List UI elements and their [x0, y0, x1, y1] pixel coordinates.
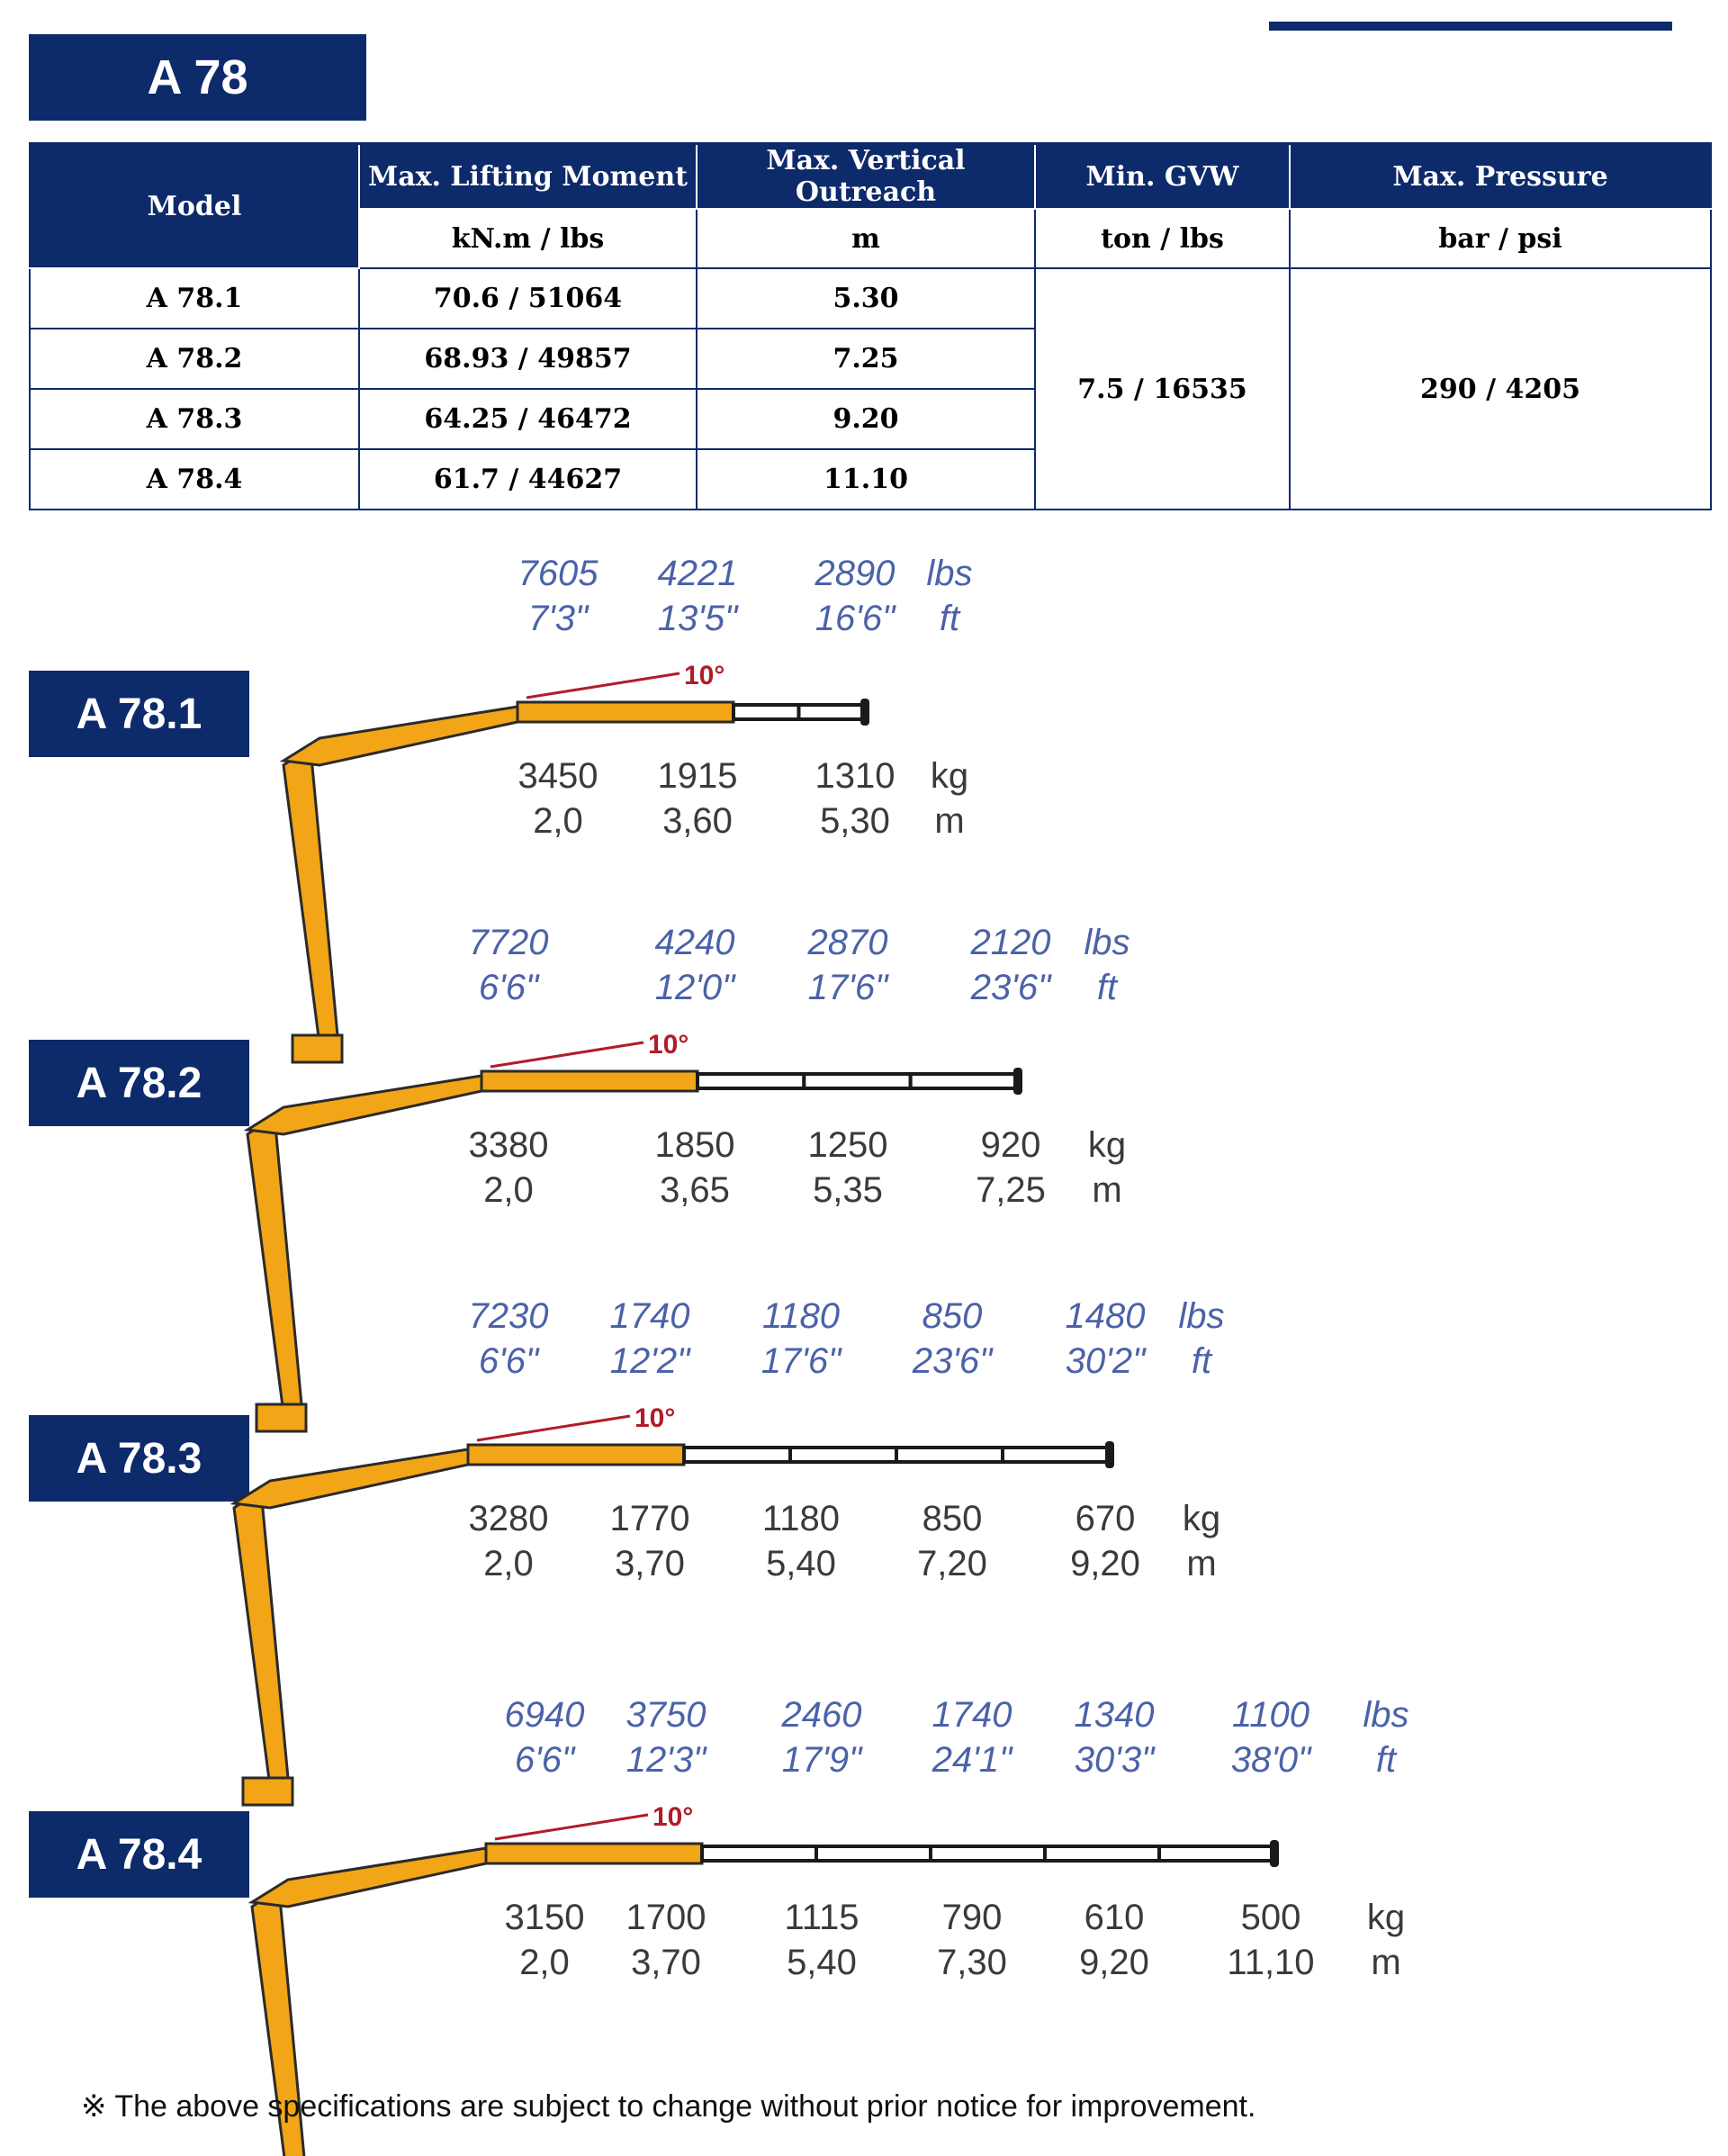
angle-line [490, 1042, 644, 1067]
load-kg-label: 610 [1084, 1898, 1145, 1937]
load-lbs-label: 1740 [609, 1296, 690, 1336]
load-kg-label: 1250 [807, 1125, 888, 1165]
crane-extension [804, 1074, 910, 1088]
crane-extension [896, 1448, 1003, 1462]
crane-extension [816, 1846, 931, 1861]
header-gvw: Min. GVW [1035, 144, 1290, 210]
cell-pressure: 290 / 4205 [1290, 268, 1711, 510]
load-kg-label: 3150 [504, 1898, 585, 1937]
cell-outreach: 7.25 [697, 329, 1035, 389]
cell-outreach: 9.20 [697, 389, 1035, 449]
spec-table [29, 142, 1712, 510]
reach-ft-label: 17'6" [760, 1341, 842, 1381]
angle-label: 10° [652, 1802, 694, 1832]
reach-ft-label: 23'6" [912, 1341, 993, 1381]
header-outreach: Max. Vertical Outreach [697, 144, 1035, 210]
load-lbs-label: 2460 [781, 1695, 862, 1735]
unit-outreach: m [697, 209, 1035, 268]
reach-m-label: 9,20 [1079, 1943, 1149, 1982]
header-pressure: Max. Pressure [1290, 144, 1711, 210]
model-tag: A 78.4 [29, 1811, 249, 1898]
load-kg-label: 1915 [657, 756, 738, 796]
load-kg-label: 1770 [609, 1499, 690, 1538]
reach-ft-label: 13'5" [657, 599, 738, 638]
reach-m-label: 5,30 [820, 801, 890, 841]
crane-diagram [0, 1682, 1728, 2042]
reach-ft-label: 23'6" [970, 968, 1051, 1007]
crane-diagram [0, 1283, 1728, 1643]
unit-pressure: bar / psi [1290, 209, 1711, 268]
load-lbs-label: 1340 [1074, 1695, 1155, 1735]
unit-lbs-label: lbs [926, 554, 973, 593]
cell-moment: 61.7 / 44627 [359, 449, 697, 510]
cell-gvw: 7.5 / 16535 [1035, 268, 1290, 510]
reach-ft-label: 17'6" [807, 968, 888, 1007]
cell-outreach: 5.30 [697, 268, 1035, 329]
unit-kg-label: kg [1182, 1499, 1221, 1538]
crane-extension [911, 1074, 1017, 1088]
load-kg-label: 850 [922, 1499, 983, 1538]
cell-model: A 78.1 [30, 268, 359, 329]
unit-ft-label: ft [1191, 1341, 1212, 1381]
load-lbs-label: 850 [922, 1296, 983, 1336]
crane-extension [790, 1448, 896, 1462]
model-tag: A 78.3 [29, 1415, 249, 1502]
reach-m-label: 3,70 [631, 1943, 701, 1982]
page-title: A 78 [29, 34, 366, 121]
crane-diagram [0, 540, 1728, 900]
unit-kg-label: kg [1087, 1125, 1127, 1165]
load-kg-label: 1850 [654, 1125, 735, 1165]
cell-model: A 78.3 [30, 389, 359, 449]
reach-ft-label: 24'1" [932, 1740, 1012, 1780]
cell-moment: 64.25 / 46472 [359, 389, 697, 449]
angle-label: 10° [634, 1403, 676, 1433]
load-kg-label: 1180 [761, 1499, 841, 1538]
reach-m-label: 2,0 [519, 1943, 570, 1982]
reach-ft-label: 12'3" [626, 1740, 706, 1780]
load-lbs-label: 7230 [468, 1296, 549, 1336]
reach-m-label: 3,65 [660, 1170, 730, 1210]
crane-outer-boom [468, 1445, 684, 1465]
load-lbs-label: 2870 [807, 923, 888, 962]
load-lbs-label: 1180 [761, 1296, 841, 1336]
reach-ft-label: 30'2" [1065, 1341, 1146, 1381]
crane-outer-boom [518, 702, 734, 722]
load-lbs-label: 2120 [970, 923, 1051, 962]
boom-tip [860, 699, 869, 726]
crane-extension [684, 1448, 790, 1462]
crane-inner-boom [248, 1076, 482, 1134]
angle-line [477, 1416, 630, 1440]
unit-gvw: ton / lbs [1035, 209, 1290, 268]
reach-m-label: 3,70 [615, 1544, 685, 1583]
reach-ft-label: 12'2" [609, 1341, 690, 1381]
reach-ft-label: 12'0" [654, 968, 735, 1007]
crane-extension [1159, 1846, 1274, 1861]
unit-m-label: m [1092, 1170, 1122, 1210]
reach-m-label: 7,25 [976, 1170, 1046, 1210]
crane-extension [698, 1074, 804, 1088]
boom-tip [1105, 1441, 1114, 1468]
reach-ft-label: 30'3" [1074, 1740, 1155, 1780]
load-lbs-label: 2890 [814, 554, 896, 593]
load-kg-label: 1700 [626, 1898, 706, 1937]
table-row [30, 268, 1711, 329]
unit-ft-label: ft [1096, 968, 1118, 1007]
unit-m-label: m [1186, 1544, 1217, 1583]
load-kg-label: 920 [980, 1125, 1041, 1165]
crane-extension [702, 1846, 816, 1861]
load-lbs-label: 6940 [504, 1695, 585, 1735]
crane-extension [1003, 1448, 1109, 1462]
reach-ft-label: 6'6" [478, 1341, 539, 1381]
reach-m-label: 11,10 [1227, 1943, 1315, 1982]
header-model: Model [30, 144, 359, 269]
crane-extension [799, 705, 865, 719]
crane-extension [931, 1846, 1045, 1861]
reach-ft-label: 7'3" [527, 599, 589, 638]
unit-ft-label: ft [1375, 1740, 1397, 1780]
load-lbs-label: 4221 [657, 554, 738, 593]
crane-inner-boom [284, 707, 518, 765]
crane-inner-boom [252, 1848, 486, 1907]
load-lbs-label: 1740 [932, 1695, 1012, 1735]
cell-moment: 70.6 / 51064 [359, 268, 697, 329]
reach-ft-label: 16'6" [814, 599, 896, 638]
reach-m-label: 3,60 [662, 801, 733, 841]
reach-m-label: 5,35 [813, 1170, 883, 1210]
load-kg-label: 790 [941, 1898, 1003, 1937]
reach-m-label: 2,0 [533, 801, 583, 841]
angle-line [526, 673, 680, 698]
unit-ft-label: ft [939, 599, 960, 638]
reach-ft-label: 17'9" [781, 1740, 862, 1780]
unit-lbs-label: lbs [1084, 923, 1130, 962]
reach-m-label: 5,40 [766, 1544, 836, 1583]
load-lbs-label: 1480 [1065, 1296, 1146, 1336]
load-kg-label: 3450 [518, 756, 598, 796]
crane-outer-boom [482, 1071, 698, 1091]
crane-extension [1045, 1846, 1159, 1861]
unit-lbs-label: lbs [1178, 1296, 1225, 1336]
cell-model: A 78.2 [30, 329, 359, 389]
reach-m-label: 7,20 [917, 1544, 987, 1583]
load-lbs-label: 7605 [518, 554, 598, 593]
reach-m-label: 7,30 [937, 1943, 1007, 1982]
model-tag: A 78.1 [29, 671, 249, 757]
angle-label: 10° [648, 1030, 689, 1060]
load-kg-label: 670 [1075, 1499, 1136, 1538]
reach-m-label: 2,0 [483, 1544, 534, 1583]
load-kg-label: 3380 [468, 1125, 549, 1165]
crane-extension [734, 705, 799, 719]
load-kg-label: 1310 [814, 756, 896, 796]
load-kg-label: 500 [1240, 1898, 1301, 1937]
cell-model: A 78.4 [30, 449, 359, 510]
crane-outer-boom [486, 1844, 702, 1863]
crane-inner-boom [234, 1449, 468, 1508]
unit-kg-label: kg [1366, 1898, 1406, 1937]
unit-lbs-label: lbs [1363, 1695, 1409, 1735]
load-lbs-label: 1100 [1231, 1695, 1310, 1735]
unit-m-label: m [1371, 1943, 1401, 1982]
header-moment: Max. Lifting Moment [359, 144, 697, 210]
reach-m-label: 2,0 [483, 1170, 534, 1210]
model-tag: A 78.2 [29, 1040, 249, 1126]
boom-tip [1013, 1068, 1022, 1095]
reach-ft-label: 38'0" [1230, 1740, 1311, 1780]
reach-ft-label: 6'6" [514, 1740, 575, 1780]
cell-outreach: 11.10 [697, 449, 1035, 510]
crane-diagram [0, 909, 1728, 1269]
top-rule [1269, 22, 1672, 31]
boom-tip [1270, 1840, 1279, 1867]
reach-ft-label: 6'6" [478, 968, 539, 1007]
load-lbs-label: 3750 [626, 1695, 706, 1735]
load-lbs-label: 4240 [654, 923, 735, 962]
angle-label: 10° [684, 661, 725, 690]
footnote: ※ The above specifications are subject to change without prior notice for improvement. [81, 2089, 1256, 2124]
cell-moment: 68.93 / 49857 [359, 329, 697, 389]
reach-m-label: 5,40 [787, 1943, 857, 1982]
unit-m-label: m [934, 801, 965, 841]
unit-moment: kN.m / lbs [359, 209, 697, 268]
load-lbs-label: 7720 [468, 923, 549, 962]
reach-m-label: 9,20 [1070, 1544, 1140, 1583]
angle-line [495, 1815, 648, 1839]
load-kg-label: 3280 [468, 1499, 549, 1538]
load-kg-label: 1115 [784, 1898, 860, 1937]
unit-kg-label: kg [930, 756, 969, 796]
